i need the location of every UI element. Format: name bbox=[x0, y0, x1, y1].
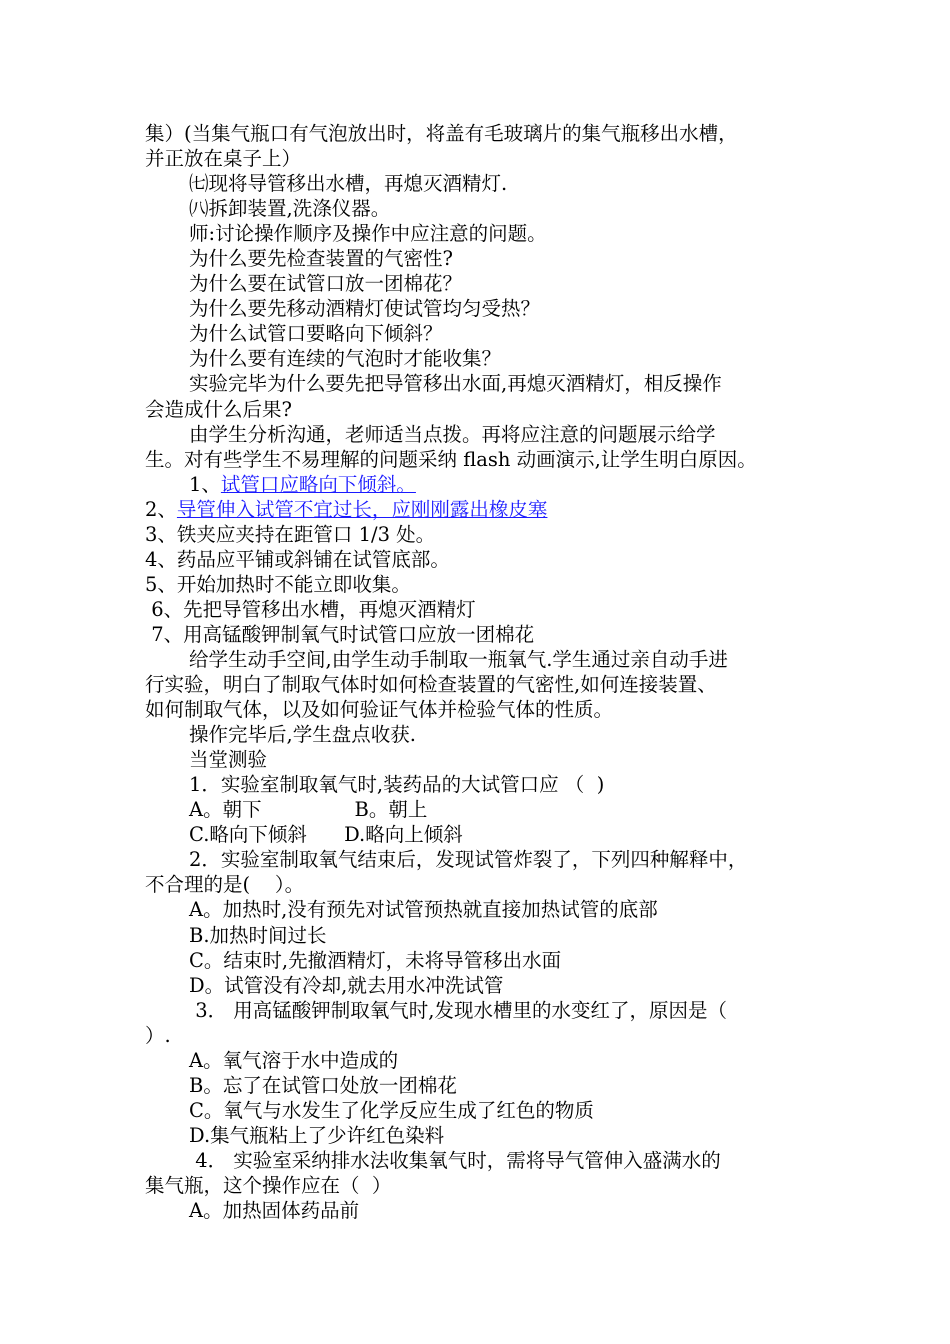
text-line: 行实验，明白了制取气体时如何检查装置的气密性,如何连接装置、 bbox=[145, 673, 717, 697]
question-option: A。加热固体药品前 bbox=[189, 1199, 360, 1223]
question-2: 2．实验室制取氧气结束后，发现试管炸裂了，下列四种解释中， bbox=[189, 848, 748, 872]
list-item-6: 6、先把导管移出水槽，再熄灭酒精灯 bbox=[145, 597, 476, 621]
text-line: 为什么要先移动酒精灯使试管均匀受热？ bbox=[189, 297, 541, 321]
section-heading: 当堂测验 bbox=[189, 748, 268, 772]
text-line: 不合理的是( ）。 bbox=[145, 873, 305, 897]
text-line: 为什么要有连续的气泡时才能收集？ bbox=[189, 347, 502, 371]
text-line: 师:讨论操作顺序及操作中应注意的问题。 bbox=[189, 222, 547, 246]
list-item-3: 3、铁夹应夹持在距管口 1/3 处。 bbox=[145, 522, 436, 546]
list-item-2 bbox=[145, 497, 825, 522]
text-line: 如何制取气体，以及如何验证气体并检验气体的性质。 bbox=[145, 698, 614, 722]
text-line: 为什么试管口要略向下倾斜？ bbox=[189, 322, 443, 346]
text-line: 并正放在桌子上） bbox=[145, 147, 302, 171]
question-1: 1．实验室制取氧气时,装药品的大试管口应 （ ) bbox=[189, 773, 605, 797]
text-line: 给学生动手空间,由学生动手制取一瓶氧气.学生通过亲自动手进 bbox=[189, 647, 728, 671]
list-item-1 bbox=[145, 472, 825, 497]
text-line: ㈧拆卸装置,洗涤仪器。 bbox=[189, 197, 391, 221]
question-option: A。加热时,没有预先对试管预热就直接加热试管的底部 bbox=[189, 898, 658, 922]
list-number: 2、 bbox=[145, 497, 177, 521]
text-line: ）. bbox=[145, 1023, 171, 1047]
text-line: 为什么要在试管口放一团棉花？ bbox=[189, 272, 463, 296]
text-line: 为什么要先检查装置的气密性? bbox=[189, 247, 453, 271]
question-option: C.略向下倾斜 D.略向上倾斜 bbox=[189, 823, 463, 847]
text-line: ㈦现将导管移出水槽，再熄灭酒精灯. bbox=[189, 172, 508, 196]
text-line: 由学生分析沟通，老师适当点拨。再将应注意的问题展示给学 bbox=[189, 422, 716, 446]
text-line: 生。对有些学生不易理解的问题采纳 flash 动画演示,让学生明白原因。 bbox=[145, 447, 757, 471]
question-option: A。氧气溶于水中造成的 bbox=[189, 1048, 399, 1072]
question-option: C。结束时,先撤酒精灯，未将导管移出水面 bbox=[189, 948, 562, 972]
question-4: 4． 实验室采纳排水法收集氧气时，需将导气管伸入盛满水的 bbox=[189, 1148, 721, 1172]
text-line: 操作完毕后,学生盘点收获. bbox=[189, 723, 416, 747]
hyperlink-item-2[interactable]: 导管伸入试管不宜过长，应刚刚露出橡皮塞 bbox=[176, 497, 548, 521]
question-option: B。忘了在试管口处放一团棉花 bbox=[189, 1073, 457, 1097]
text-line: 实验完毕为什么要先把导管移出水面,再熄灭酒精灯，相反操作 bbox=[189, 372, 722, 396]
list-item-4: 4、药品应平铺或斜铺在试管底部。 bbox=[145, 547, 450, 571]
text-line: 会造成什么后果? bbox=[145, 397, 292, 421]
question-3: 3． 用高锰酸钾制取氧气时,发现水槽里的水变红了，原因是（ bbox=[189, 998, 728, 1022]
document-body bbox=[145, 121, 825, 1223]
question-option: A。朝下 B。朝上 bbox=[189, 798, 428, 822]
list-item-7: 7、用高锰酸钾制氧气时试管口应放一团棉花 bbox=[145, 622, 535, 646]
list-item-5: 5、开始加热时不能立即收集。 bbox=[145, 572, 411, 596]
question-option: B.加热时间过长 bbox=[189, 923, 327, 947]
question-option: C。氧气与水发生了化学反应生成了红色的物质 bbox=[189, 1098, 594, 1122]
text-line: 集）(当集气瓶口有气泡放出时，将盖有毛玻璃片的集气瓶移出水槽， bbox=[145, 122, 738, 145]
question-option: D。试管没有冷却,就去用水冲洗试管 bbox=[189, 973, 504, 997]
list-number: 1、 bbox=[189, 472, 221, 496]
question-option: D.集气瓶粘上了少许红色染料 bbox=[189, 1123, 445, 1147]
text-line: 集气瓶，这个操作应在（ ） bbox=[145, 1173, 392, 1197]
hyperlink-item-1[interactable]: 试管口应略向下倾斜。 bbox=[220, 472, 416, 496]
